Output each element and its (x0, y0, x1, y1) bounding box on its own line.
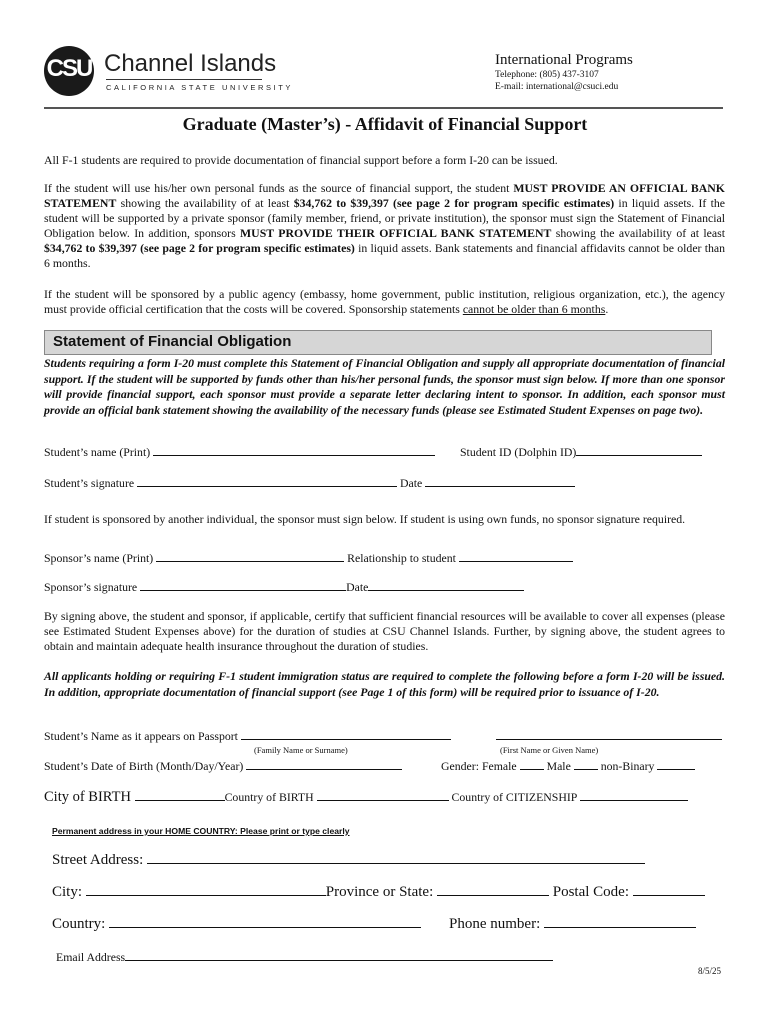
given-name-row (496, 729, 722, 744)
email-field[interactable] (125, 950, 553, 961)
certify-paragraph: By signing above, the student and sponsor, if applicable, certify that sufficient financial resources will be available to cover all expenses (please see Estimated Student Expenses above) for the duration of studies at CSU Channel Islands. Further, by signing above, the student agrees to obtain and maintain adequate health insurance throughout the duration of studies. (44, 609, 725, 653)
csu-logo-mark: CSU (44, 46, 94, 96)
dob-field[interactable] (246, 759, 402, 770)
office-title: International Programs (495, 52, 633, 68)
gender-male-field[interactable] (574, 759, 598, 770)
student-signature-row: Student’s signature Date (44, 476, 575, 491)
street-row: Street Address: (52, 852, 645, 869)
sponsor-date-field[interactable] (368, 580, 524, 591)
logo-name: Channel Islands (104, 50, 277, 77)
country-row: Country: (52, 916, 421, 933)
gender-nonbinary-field[interactable] (657, 759, 695, 770)
street-field[interactable] (147, 853, 645, 864)
province-field[interactable] (437, 885, 549, 896)
student-name-field[interactable] (153, 445, 435, 456)
footer-date: 8/5/25 (698, 966, 722, 976)
birth-row: City of BIRTH Country of BIRTH Country of CITIZENSHIP (44, 789, 688, 806)
address-heading: Permanent address in your HOME COUNTRY: Please print or type clearly (52, 826, 350, 836)
email-row: Email Address (56, 950, 553, 965)
office-telephone: Telephone: (805) 437-3107 (495, 70, 599, 80)
student-signature-field[interactable] (137, 476, 397, 487)
f1-note: All applicants holding or requiring F-1 student immigration status are required to complete the following before a form I-20 will be issued. In addition, appropriate documentation of financial support (see Page 1 of this form) will be required prior to issuance of I-20. (44, 669, 725, 699)
sponsor-signature-field[interactable] (140, 580, 346, 591)
agency-paragraph: If the student will be sponsored by a public agency (embassy, home government, public institution, religious organization, etc.), the agency must provide official certification that the costs will be covered. Sponsorship statements cannot be older than 6 months. (44, 287, 725, 316)
country-of-citizenship-field[interactable] (580, 790, 688, 801)
relationship-field[interactable] (459, 551, 573, 562)
city-of-birth-field[interactable] (135, 790, 225, 801)
postal-code-field[interactable] (633, 885, 705, 896)
family-name-field[interactable] (241, 729, 451, 740)
gender-row: Gender: Female Male non-Binary (441, 759, 695, 774)
student-id-field[interactable] (576, 445, 702, 456)
sponsor-signature-row: Sponsor’s signature Date (44, 580, 524, 595)
section-header: Statement of Financial Obligation (44, 330, 712, 355)
obligation-note: Students requiring a form I-20 must complete this Statement of Financial Obligation and supply all appropriate documentation of financial support. If the student will be supported by funds other than his/her personal funds, the sponsor must sign below. If more than one sponsor will provide financial support, each sponsor must provide a separate letter declaring intent to sponsor. In addition, each sponsor must provide an official bank statement showing the availability of the necessary funds (please see Estimated Student Expenses on page two). (44, 356, 725, 417)
phone-field[interactable] (544, 917, 696, 928)
student-date-field[interactable] (425, 476, 575, 487)
family-name-hint: (Family Name or Surname) (254, 745, 348, 755)
city-row: City: Province or State: Postal Code: (52, 884, 705, 901)
given-name-hint: (First Name or Given Name) (500, 745, 599, 755)
student-id-row: Student ID (Dolphin ID) (460, 445, 702, 460)
logo-subtitle: CALIFORNIA STATE UNIVERSITY (106, 83, 294, 92)
header-divider (44, 107, 723, 109)
given-name-field[interactable] (496, 729, 722, 740)
sponsor-name-field[interactable] (156, 551, 344, 562)
funds-paragraph: If the student will use his/her own personal funds as the source of financial support, the student MUST PROVIDE AN OFFICIAL BANK STATEMENT showing the availability of at least $34,762 to $39,397 (see page 2 for program specific estimates) in liquid assets. If the student will be supported by a private sponsor (family member, friend, or private institution), the sponsor must sign the Statement of Financial Obligation below. In addition, sponsors MUST PROVIDE THEIR OFFICIAL BANK STATEMENT showing the availability of at least $34,762 to $39,397 (see page 2 for program specific estimates) in liquid assets. Bank statements and financial affidavits cannot be older than 6 months. (44, 181, 726, 270)
sponsor-note: If student is sponsored by another individual, the sponsor must sign below. If student is using own funds, no sponsor signature required. (44, 512, 686, 526)
phone-row: Phone number: (449, 916, 696, 933)
passport-name-row: Student’s Name as it appears on Passport (44, 729, 451, 744)
logo-divider (106, 79, 262, 80)
office-email: E-mail: international@csuci.edu (495, 82, 619, 92)
sponsor-name-row: Sponsor’s name (Print) Relationship to student (44, 551, 573, 566)
city-field[interactable] (86, 885, 326, 896)
country-of-birth-field[interactable] (317, 790, 449, 801)
student-name-row: Student’s name (Print) (44, 445, 435, 460)
country-field[interactable] (109, 917, 421, 928)
gender-female-field[interactable] (520, 759, 544, 770)
form-title: Graduate (Master’s) - Affidavit of Financial Support (182, 114, 588, 134)
intro-paragraph: All F-1 students are required to provide documentation of financial support before a form I-20 can be issued. (44, 153, 558, 167)
dob-row: Student’s Date of Birth (Month/Day/Year) (44, 759, 402, 774)
